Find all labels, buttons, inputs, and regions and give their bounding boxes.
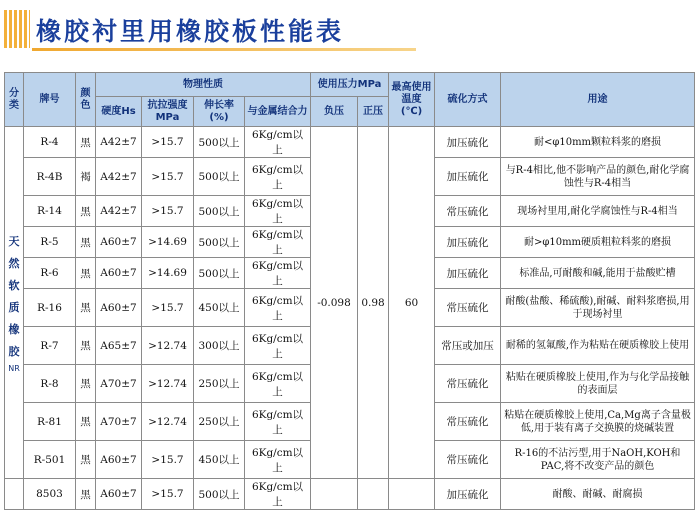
tensile-cell: >14.69 (142, 258, 194, 289)
positive-pressure-cell: 0.98 (358, 127, 389, 479)
header-negative: 负压 (311, 97, 358, 127)
grade-cell: R-6 (24, 258, 76, 289)
category-cell (5, 127, 24, 479)
table-row (5, 479, 695, 510)
header-physical: 物理性质 (96, 73, 311, 97)
category-label: 天然软质橡胶 (8, 234, 20, 358)
grade-cell: R-4 (24, 127, 76, 158)
vulcanization-cell: 加压硫化 (435, 258, 501, 289)
usage-cell: 粘贴在硬质橡胶上使用,作为与化学品接触的表面层 (501, 365, 695, 403)
adhesion-cell: 6Kg/cm以上 (245, 127, 311, 158)
header-category: 分类 (5, 73, 24, 127)
color-cell: 黑 (76, 258, 96, 289)
adhesion-cell: 6Kg/cm以上 (245, 227, 311, 258)
vulcanization-cell: 常压硫化 (435, 441, 501, 479)
vulcanization-cell: 加压硫化 (435, 479, 501, 510)
header-tensile: 抗拉强度MPa (142, 97, 194, 127)
header-usage: 用途 (501, 73, 695, 127)
elongation-cell: 500以上 (194, 479, 245, 510)
vulcanization-cell: 加压硫化 (435, 227, 501, 258)
vulcanization-cell: 常压硫化 (435, 365, 501, 403)
title-underline (32, 48, 416, 51)
color-cell: 黑 (76, 365, 96, 403)
table-row (5, 127, 695, 158)
adhesion-cell: 6Kg/cm以上 (245, 258, 311, 289)
hardness-cell: A42±7 (96, 158, 142, 196)
title-bar (4, 8, 416, 50)
color-cell: 黑 (76, 441, 96, 479)
elongation-cell: 500以上 (194, 127, 245, 158)
color-cell: 黑 (76, 196, 96, 227)
adhesion-cell: 6Kg/cm以上 (245, 196, 311, 227)
hardness-cell: A60±7 (96, 258, 142, 289)
adhesion-cell: 6Kg/cm以上 (245, 289, 311, 327)
adhesion-cell: 6Kg/cm以上 (245, 327, 311, 365)
header-pressure: 使用压力MPa (311, 73, 389, 97)
usage-cell: 耐稀的氢氟酸,作为粘贴在硬质橡胶上使用 (501, 327, 695, 365)
tensile-cell: >12.74 (142, 365, 194, 403)
elongation-cell: 300以上 (194, 327, 245, 365)
usage-cell: 粘贴在硬质橡胶上使用,Ca,Mg离子含量极低,用于装有离子交换膜的烧碱装置 (501, 403, 695, 441)
vulcanization-cell: 常压硫化 (435, 403, 501, 441)
grade-cell: R-5 (24, 227, 76, 258)
tensile-cell: >12.74 (142, 403, 194, 441)
usage-cell: 耐酸、耐碱、耐腐损 (501, 479, 695, 510)
elongation-cell: 450以上 (194, 441, 245, 479)
hardness-cell: A70±7 (96, 403, 142, 441)
hardness-cell: A70±7 (96, 365, 142, 403)
usage-cell: 标准品,可耐酸和碱,能用于盐酸贮槽 (501, 258, 695, 289)
usage-cell: R-16的不沾污型,用于NaOH,KOH和PAC,将不改变产品的颜色 (501, 441, 695, 479)
header-max-temp: 最高使用温度(℃) (389, 73, 435, 127)
header-vulcanization: 硫化方式 (435, 73, 501, 127)
usage-cell: 与R-4相比,他不影响产品的颜色,耐化学腐蚀性与R-4相当 (501, 158, 695, 196)
adhesion-cell: 6Kg/cm以上 (245, 441, 311, 479)
adhesion-cell: 6Kg/cm以上 (245, 403, 311, 441)
grade-cell: R-501 (24, 441, 76, 479)
grade-cell: R-14 (24, 196, 76, 227)
negative-pressure-cell: -0.098 (311, 127, 358, 479)
header-elongation: 伸长率(%) (194, 97, 245, 127)
page-title: 橡胶衬里用橡胶板性能表 (36, 17, 345, 46)
negative-pressure-cell-empty (311, 479, 358, 510)
hardness-cell: A60±7 (96, 227, 142, 258)
hardness-cell: A60±7 (96, 289, 142, 327)
header-grade: 牌号 (24, 73, 76, 127)
positive-pressure-cell-empty (358, 479, 389, 510)
grade-cell: R-81 (24, 403, 76, 441)
usage-cell: 耐酸(盐酸、稀硫酸),耐碱、耐料浆磨损,用于现场衬里 (501, 289, 695, 327)
adhesion-cell: 6Kg/cm以上 (245, 158, 311, 196)
elongation-cell: 500以上 (194, 227, 245, 258)
elongation-cell: 450以上 (194, 289, 245, 327)
hardness-cell: A60±7 (96, 479, 142, 510)
grade-cell: R-16 (24, 289, 76, 327)
elongation-cell: 500以上 (194, 196, 245, 227)
vulcanization-cell: 常压硫化 (435, 289, 501, 327)
hardness-cell: A42±7 (96, 196, 142, 227)
vulcanization-cell: 常压硫化 (435, 196, 501, 227)
color-cell: 黑 (76, 289, 96, 327)
hardness-cell: A60±7 (96, 441, 142, 479)
header-hardness: 硬度Hs (96, 97, 142, 127)
tensile-cell: >15.7 (142, 289, 194, 327)
color-cell: 黑 (76, 227, 96, 258)
rubber-sheet-table (4, 72, 695, 510)
elongation-cell: 500以上 (194, 158, 245, 196)
category-code: NR (8, 363, 20, 373)
usage-cell: 现场衬里用,耐化学腐蚀性与R-4相当 (501, 196, 695, 227)
adhesion-cell: 6Kg/cm以上 (245, 479, 311, 510)
tensile-cell: >15.7 (142, 158, 194, 196)
table-body (5, 127, 695, 510)
vulcanization-cell: 加压硫化 (435, 158, 501, 196)
usage-cell: 耐<φ10mm颗粒料浆的磨损 (501, 127, 695, 158)
grade-cell: R-8 (24, 365, 76, 403)
elongation-cell: 250以上 (194, 365, 245, 403)
max-temp-cell-empty (389, 479, 435, 510)
grade-cell: R-7 (24, 327, 76, 365)
header-color: 颜色 (76, 73, 96, 127)
header-row-1 (5, 73, 695, 97)
max-temp-cell: 60 (389, 127, 435, 479)
tensile-cell: >15.7 (142, 127, 194, 158)
color-cell: 黑 (76, 403, 96, 441)
vulcanization-cell: 加压硫化 (435, 127, 501, 158)
grade-cell: 8503 (24, 479, 76, 510)
tensile-cell: >12.74 (142, 327, 194, 365)
hardness-cell: A42±7 (96, 127, 142, 158)
tensile-cell: >15.7 (142, 479, 194, 510)
adhesion-cell: 6Kg/cm以上 (245, 365, 311, 403)
category-cell-empty (5, 479, 24, 510)
header-positive: 正压 (358, 97, 389, 127)
vulcanization-cell: 常压或加压 (435, 327, 501, 365)
usage-cell: 耐>φ10mm硬质粗粒料浆的磨损 (501, 227, 695, 258)
color-cell: 黑 (76, 479, 96, 510)
hardness-cell: A65±7 (96, 327, 142, 365)
elongation-cell: 250以上 (194, 403, 245, 441)
tensile-cell: >15.7 (142, 441, 194, 479)
title-stripes-decoration (4, 10, 30, 48)
tensile-cell: >14.69 (142, 227, 194, 258)
color-cell: 黑 (76, 327, 96, 365)
color-cell: 褐 (76, 158, 96, 196)
grade-cell: R-4B (24, 158, 76, 196)
color-cell: 黑 (76, 127, 96, 158)
tensile-cell: >15.7 (142, 196, 194, 227)
elongation-cell: 500以上 (194, 258, 245, 289)
header-adhesion: 与金属结合力 (245, 97, 311, 127)
